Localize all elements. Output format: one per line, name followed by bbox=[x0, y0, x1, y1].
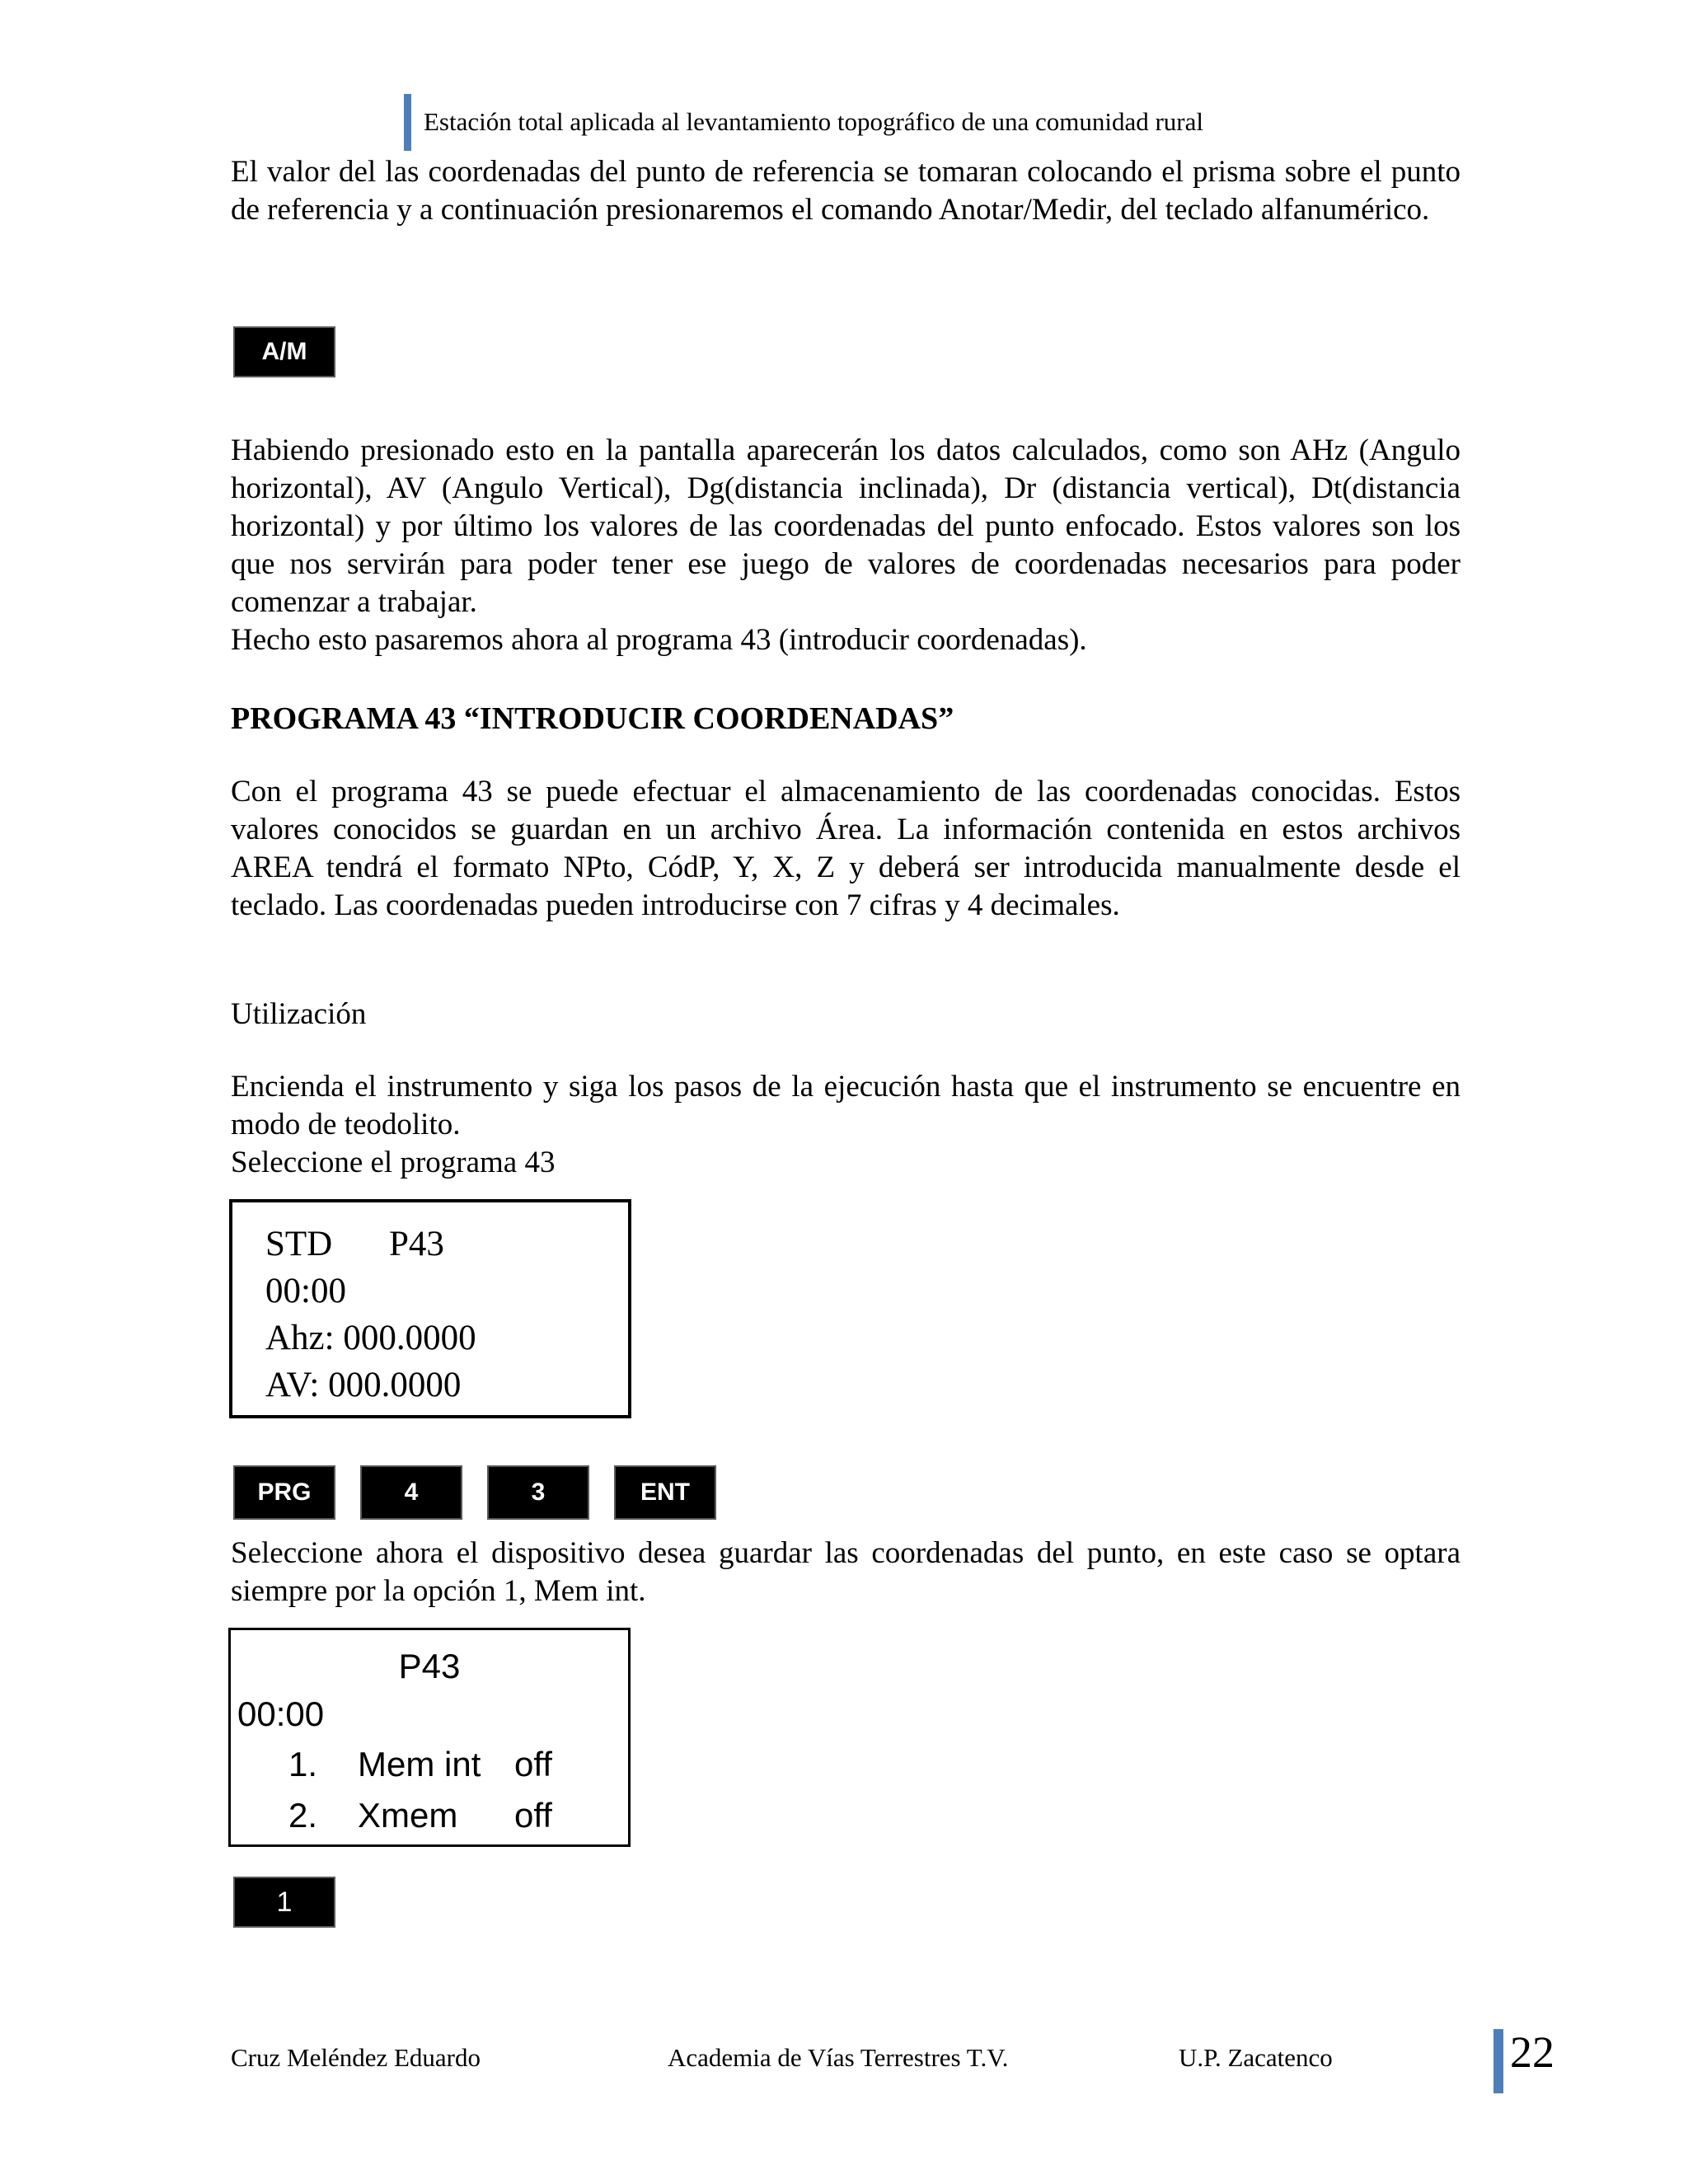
paragraph-usage-block bbox=[231, 1068, 1461, 1182]
utilizacion-label: Utilización bbox=[231, 997, 367, 1031]
display-screen-1-content bbox=[232, 1202, 628, 1408]
display1-status-line bbox=[265, 1221, 628, 1315]
ent-key-label: ENT bbox=[640, 1479, 690, 1506]
page-number: 22 bbox=[1510, 2027, 1554, 2077]
paragraph-display-values-block bbox=[231, 432, 1461, 659]
digit-1-key-label: 1 bbox=[276, 1886, 293, 1918]
display2-item1-number: 1. bbox=[288, 1745, 318, 1783]
display2-item1-state: off bbox=[514, 1745, 552, 1783]
paragraph-program43-description: Con el programa 43 se puede efectuar el almacenamiento de las coordenadas conocidas. Estos valores conocidos se guardan en un archivo Área. La información contenida en estos archivos AREA tendrá el formato NPto, CódP, Y, X, Z y deberá ser introducida manualmente desde el teclado. Las coordenadas pueden introducirse con 7 cifras y 4 decimales. bbox=[231, 775, 1461, 922]
display2-item2-name: Xmem bbox=[358, 1796, 458, 1835]
display2-item1-name: Mem int bbox=[358, 1745, 481, 1783]
display1-mode: STD bbox=[265, 1225, 333, 1263]
paragraph-display-values: Habiendo presionado esto en la pantalla aparecerán los datos calculados, como son AHz (Angulo horizontal), AV (Angulo Vertical), Dg(distancia inclinada), Dr (distancia vertical), Dt(distancia horizontal) y por último los valores de las coordenadas del punto enfocado. Estos valores son los que nos servirán para poder tener ese juego de valores de coordenadas necesarios para poder comenzar a trabajar. bbox=[231, 434, 1461, 619]
am-key-label: A/M bbox=[261, 338, 307, 365]
digit-4-key-button[interactable] bbox=[360, 1465, 462, 1520]
header-title: Estación total aplicada al levantamiento topográfico de una comunidad rural bbox=[424, 107, 1203, 136]
display1-time: 00:00 bbox=[265, 1272, 346, 1310]
paragraph-program43-intro: Hecho esto pasaremos ahora al programa 43 (introducir coordenadas). bbox=[231, 623, 1087, 657]
display-screen-2 bbox=[228, 1628, 631, 1847]
display2-menu-item bbox=[231, 1790, 628, 1841]
footer-accent-bar bbox=[1493, 2029, 1503, 2093]
footer-author: Cruz Meléndez Eduardo bbox=[231, 2043, 481, 2072]
ent-key-button[interactable] bbox=[614, 1465, 716, 1520]
prg-key-button[interactable] bbox=[233, 1465, 335, 1520]
paragraph-reference-point: El valor del las coordenadas del punto de referencia se tomaran colocando el prisma sobre el punto de referencia y a continuación presionaremos el comando Anotar/Medir, del teclado alfanumérico. bbox=[231, 155, 1461, 227]
display1-ahz-line: Ahz: 000.0000 bbox=[265, 1319, 476, 1357]
display2-time: 00:00 bbox=[237, 1694, 325, 1733]
digit-3-key-label: 3 bbox=[531, 1479, 546, 1506]
key-sequence-row bbox=[233, 1465, 716, 1520]
display1-av-line: AV: 000.0000 bbox=[265, 1366, 462, 1404]
header-accent-bar bbox=[404, 94, 411, 151]
display2-menu-item bbox=[231, 1739, 628, 1790]
digit-1-key-button[interactable] bbox=[233, 1877, 335, 1928]
footer-campus: U.P. Zacatenco bbox=[1179, 2043, 1333, 2072]
select-program-line: Seleccione el programa 43 bbox=[231, 1146, 556, 1179]
display2-item2-number: 2. bbox=[288, 1796, 318, 1835]
display-screen-1 bbox=[229, 1199, 631, 1418]
paragraph-select-device: Seleccione ahora el dispositivo desea guardar las coordenadas del punto, en este caso se optara siempre por la opción 1, Mem int. bbox=[231, 1536, 1461, 1608]
paragraph-usage: Encienda el instrumento y siga los pasos de la ejecución hasta que el instrumento se encuentre en modo de teodolito. bbox=[231, 1070, 1461, 1141]
digit-4-key-label: 4 bbox=[404, 1479, 419, 1506]
section-heading-programa43: PROGRAMA 43 “INTRODUCIR COORDENADAS” bbox=[231, 701, 954, 736]
footer-academy: Academia de Vías Terrestres T.V. bbox=[668, 2043, 1009, 2072]
digit-3-key-button[interactable] bbox=[487, 1465, 589, 1520]
display2-item2-state: off bbox=[514, 1796, 552, 1835]
display2-title: P43 bbox=[398, 1647, 461, 1685]
display1-program: P43 bbox=[389, 1225, 444, 1263]
prg-key-label: PRG bbox=[257, 1479, 312, 1506]
am-key-button[interactable] bbox=[233, 326, 335, 377]
